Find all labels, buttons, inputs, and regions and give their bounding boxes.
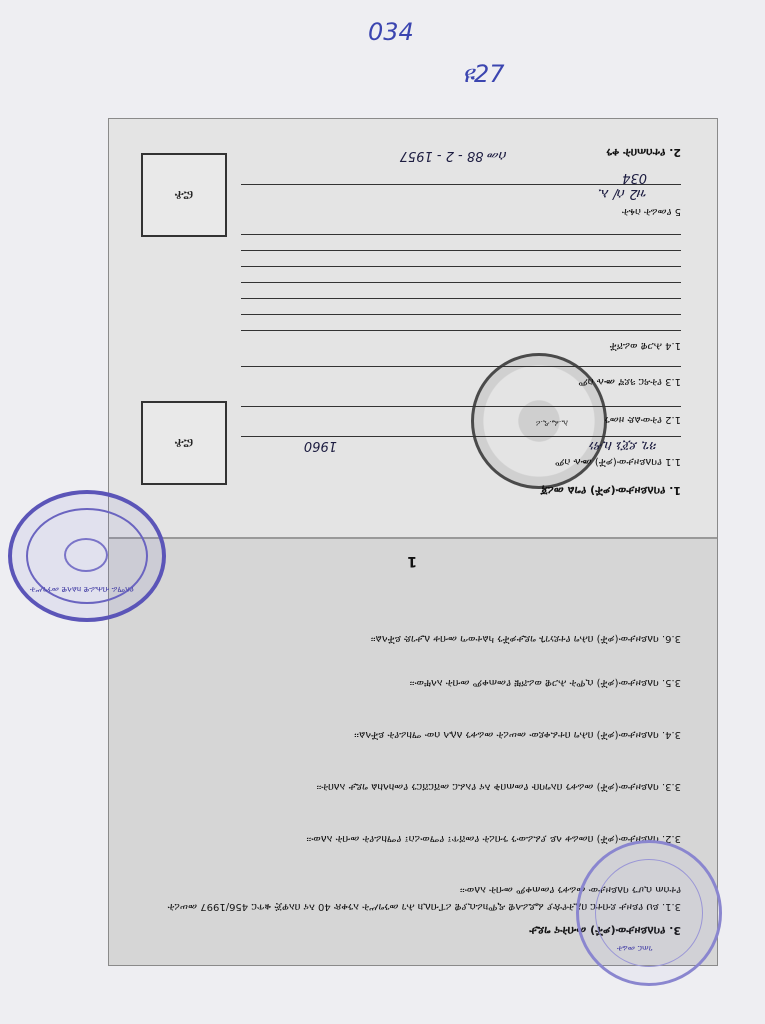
handwritten-number-top: 034 (368, 18, 414, 46)
heir-line-5 (241, 266, 681, 267)
heir-line-2 (241, 314, 681, 315)
top-page-content (109, 119, 717, 537)
field-1-1-value: ጓጊ ደጀኔ ኪዳነ (589, 438, 657, 453)
field-1-4-label: 1.4 ሕጋዊ ወራሾች (609, 340, 681, 351)
field-1-1-line (241, 436, 681, 437)
right-stamp-text: ገጠር መሬት (617, 944, 653, 953)
field-5-line (241, 184, 681, 185)
left-stamp-emblem (64, 538, 108, 572)
heir-line-3 (241, 298, 681, 299)
left-stamp-text: የአማራ ብሔራዊ ክልላዊ መንግሥት (30, 585, 134, 594)
field-1-3-line (241, 366, 681, 367)
handwritten-number-second: ዩ27 (462, 60, 505, 88)
heir-line-4 (241, 282, 681, 283)
section-1-title: 1. የባለይዞታው(ዎች) የግል መረጃ (540, 484, 681, 497)
field-1-3-label: 1.3 የትዳር ጓደኛ ሙሉ ስም (578, 376, 681, 387)
paragraph-3-4: 3.4. ባለይዞታው(ዎች) በሕግ በተፈቀደው መሠረት መሬቱን ለሌላ ሰው ማከራየት ይችላል። (354, 729, 681, 740)
field-1-2-line (241, 406, 681, 407)
field-5-value: ዝ2 ሰ/ ኢ (598, 186, 647, 201)
heir-line-1 (241, 330, 681, 331)
field-1-1-label: 1.1 የባለይዞታው(ዎች) ሙሉ ስም (555, 456, 681, 467)
field-1-2-label: 1.2 የትውልድ ዘመን (604, 414, 681, 425)
field-5-label: 5 የመሬት ስፋት (621, 206, 681, 217)
right-faint-stamp (576, 840, 722, 986)
paragraph-3-1: 3.1. ይህ የይዞታ ደብተር በኢትዮጵያ ፌዴራላዊ ዲሞክራሲያዊ ሪፐብሊክ ሕገ መንግሥት አንቀጽ 40 እና በአዋጅ ቁጥር 456/1997 መሠረት የተሰጠ ሲሆን ባለይዞታው መሬቱን የመጠቀም መብት አለው። (167, 884, 681, 912)
paragraph-3-3: 3.3. ባለይዞታው(ዎች) መሬቱን በአግባቡ የመጠበቅ እና የአፈር መሸርሸርን የመከላከል ግዴታ አለበት። (316, 781, 681, 792)
left-purple-stamp (8, 490, 166, 622)
paragraph-3-6: 3.6. ባለይዞታው(ዎች) በሕግ የተደነገጉ ግዴታዎችን ካልተወጣ መብቱ ሊታገድ ይችላል። (370, 633, 681, 644)
page-number: 1 (407, 553, 417, 569)
land-certificate-booklet (108, 118, 718, 966)
photo-box-1: ፎቶ (141, 401, 227, 485)
inner-seal-stamp (471, 353, 607, 489)
heir-line-7 (241, 234, 681, 235)
section-2-title: 2. የተሰጠበት ቀን (606, 146, 681, 159)
section-3-title: 3. የባለይዞታው(ዎች) መብትና ግዴታ (529, 924, 681, 937)
field-5-value-2: 034 (622, 170, 647, 185)
paragraph-3-2: 3.2. ባለይዞታው(ዎች) በመሬቱ ላይ ያፈራውን ንብረት የመሸጥ፣ የማውረስ፣ የማከራየት መብት አለው። (306, 833, 681, 844)
paragraph-3-5: 3.5. ባለይዞታው(ዎች) ሲሞት ሕጋዊ ወራሾቹ የመጠቀም መብት አላቸው። (409, 677, 681, 688)
inner-seal-text: ኢ.ፌ.ዲ.ሪ (535, 419, 568, 428)
field-1-2-value: 1960 (303, 438, 337, 453)
photo-box-2: ፎቶ (141, 153, 227, 237)
heir-line-6 (241, 250, 681, 251)
issue-date-value: ሰመ 88 - 2 - 1957 (399, 148, 507, 163)
